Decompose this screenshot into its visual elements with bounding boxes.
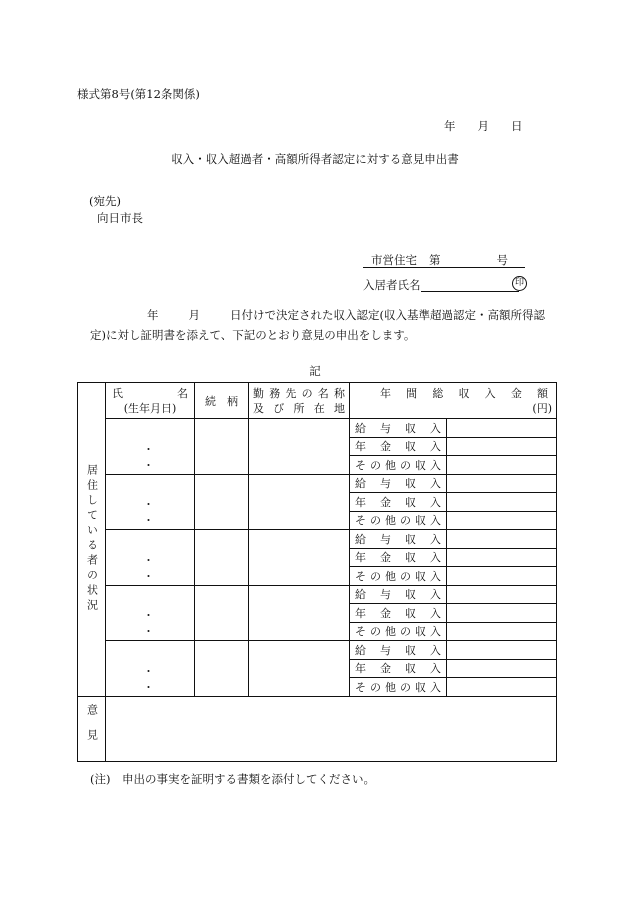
income-type-text: 年金収入 <box>355 606 441 620</box>
table-row <box>78 419 557 438</box>
member-workplace-field[interactable] <box>249 474 350 530</box>
table-row <box>78 585 557 604</box>
income-amount-field[interactable] <box>447 641 557 660</box>
birthdate-dot: ・ <box>143 664 154 678</box>
date-month: 月 <box>477 119 489 133</box>
housing-label: 市営住宅 <box>371 253 417 267</box>
birthdate-dots <box>132 496 194 528</box>
income-type-text: その他の収入 <box>355 680 441 694</box>
income-amount-field[interactable] <box>447 678 557 697</box>
income-type-text: 給与収入 <box>355 643 441 657</box>
birthdate-dot: ・ <box>143 625 154 638</box>
member-workplace-field[interactable] <box>249 419 350 475</box>
income-type-label <box>350 530 447 549</box>
member-relation-field[interactable] <box>195 641 249 697</box>
income-type-text: その他の収入 <box>355 625 441 639</box>
member-relation-field[interactable] <box>195 530 249 586</box>
income-type-text: 給与収入 <box>355 588 441 602</box>
header-name-b: (生年月日) <box>123 401 177 415</box>
income-type-label <box>350 437 447 456</box>
header-workplace <box>249 383 350 419</box>
header-name-a1: 氏 <box>112 386 123 400</box>
income-type-label <box>350 604 447 623</box>
table-row <box>78 530 557 549</box>
birthdate-dot: ・ <box>143 514 154 527</box>
footnote: (注) 申出の事実を証明する書類を添付してください。 <box>90 772 375 786</box>
income-amount-field[interactable] <box>447 474 557 493</box>
income-type-text: その他の収入 <box>355 458 441 472</box>
income-type-text: 年金収入 <box>355 440 441 454</box>
birthdate-dots <box>132 552 194 584</box>
header-work-b: 及び所在地 <box>253 401 345 415</box>
birthdate-dot: ・ <box>143 680 154 694</box>
header-relation <box>195 383 249 419</box>
member-workplace-field[interactable] <box>249 530 350 586</box>
seal-mark: 印 <box>512 276 527 291</box>
resident-name-row <box>363 278 519 292</box>
member-relation-field[interactable] <box>195 419 249 475</box>
header-name-a2: 名 <box>177 386 188 400</box>
form-number: 様式第8号(第12条関係) <box>77 87 200 101</box>
birthdate-dot: ・ <box>143 609 154 622</box>
opinion-label: 意見 <box>85 703 99 754</box>
member-workplace-field[interactable] <box>249 585 350 641</box>
header-work-a: 勤務先の名称 <box>253 386 345 400</box>
income-amount-field[interactable] <box>447 493 557 512</box>
header-amount-b: (円) <box>532 401 552 415</box>
birthdate-dot: ・ <box>143 498 154 511</box>
document-title: 収入・収入超過者・高額所得者認定に対する意見申出書 <box>171 152 459 166</box>
header-amount-a: 年間総収入金額 <box>380 386 548 400</box>
header-amount <box>350 383 557 419</box>
income-type-label <box>350 474 447 493</box>
income-amount-field[interactable] <box>447 622 557 641</box>
birthdate-dots <box>132 607 194 639</box>
income-type-label <box>350 585 447 604</box>
income-amount-field[interactable] <box>447 530 557 549</box>
date-year: 年 <box>444 119 456 133</box>
member-name-field[interactable] <box>106 419 195 475</box>
income-type-label <box>350 456 447 475</box>
income-type-label <box>350 678 447 697</box>
income-amount-field[interactable] <box>447 456 557 475</box>
header-name <box>106 383 195 419</box>
opinion-label-cell <box>78 696 106 761</box>
income-amount-field[interactable] <box>447 659 557 678</box>
income-type-label <box>350 493 447 512</box>
addressee-label: (宛先) <box>89 194 121 208</box>
body-line-1 <box>147 307 545 323</box>
opinion-field[interactable] <box>106 696 557 761</box>
birthdate-dot: ・ <box>143 553 154 567</box>
resident-name-field[interactable] <box>421 279 519 292</box>
birthdate-dots <box>132 663 194 695</box>
income-amount-field[interactable] <box>447 511 557 530</box>
income-amount-field[interactable] <box>447 604 557 623</box>
income-amount-field[interactable] <box>447 419 557 438</box>
date-line <box>444 118 523 134</box>
income-amount-field[interactable] <box>447 585 557 604</box>
income-amount-field[interactable] <box>447 567 557 586</box>
table-row <box>78 641 557 660</box>
income-type-text: 年金収入 <box>355 551 441 565</box>
income-type-label <box>350 567 447 586</box>
resident-label: 入居者氏名 <box>363 278 421 292</box>
birthdate-dot: ・ <box>143 442 154 456</box>
income-type-text: その他の収入 <box>355 514 441 528</box>
side-label: 居住している者の状況 <box>85 464 99 615</box>
income-type-text: 給与収入 <box>355 532 441 546</box>
member-name-field[interactable] <box>106 530 195 586</box>
member-relation-field[interactable] <box>195 585 249 641</box>
birthdate-dot: ・ <box>143 569 154 583</box>
table-row <box>78 474 557 493</box>
income-type-label <box>350 641 447 660</box>
header-relation-b: 柄 <box>227 394 238 408</box>
birthdate-dot: ・ <box>143 458 154 472</box>
income-type-label <box>350 659 447 678</box>
body-year: 年 <box>147 308 159 322</box>
date-day: 日 <box>511 119 523 133</box>
side-label-cell <box>78 383 106 697</box>
income-type-label <box>350 511 447 530</box>
income-amount-field[interactable] <box>447 548 557 567</box>
income-type-text: その他の収入 <box>355 569 441 583</box>
housing-go: 号 <box>496 253 508 267</box>
header-relation-a: 続 <box>205 394 216 408</box>
body-month: 月 <box>188 308 200 322</box>
income-type-text: 給与収入 <box>355 421 441 435</box>
member-name-field[interactable] <box>106 474 195 530</box>
income-type-label <box>350 419 447 438</box>
income-type-label <box>350 548 447 567</box>
ki-label: 記 <box>309 364 321 378</box>
resident-status-table <box>77 382 557 762</box>
member-workplace-field[interactable] <box>249 641 350 697</box>
addressee-name: 向日市長 <box>97 211 143 225</box>
member-name-field[interactable] <box>106 585 195 641</box>
housing-dai: 第 <box>429 253 441 267</box>
member-relation-field[interactable] <box>195 474 249 530</box>
income-type-text: 年金収入 <box>355 662 441 676</box>
body-line-2: 定)に対し証明書を添えて、下記のとおり意見の申出をします。 <box>90 328 416 342</box>
income-type-text: 年金収入 <box>355 495 441 509</box>
member-name-field[interactable] <box>106 641 195 697</box>
birthdate-dots <box>132 441 194 473</box>
body-text-1: 日付けで決定された収入認定(収入基準超過認定・高額所得認 <box>230 308 545 322</box>
housing-number-field[interactable] <box>363 253 525 268</box>
income-amount-field[interactable] <box>447 437 557 456</box>
income-type-text: 給与収入 <box>355 477 441 491</box>
income-type-label <box>350 622 447 641</box>
